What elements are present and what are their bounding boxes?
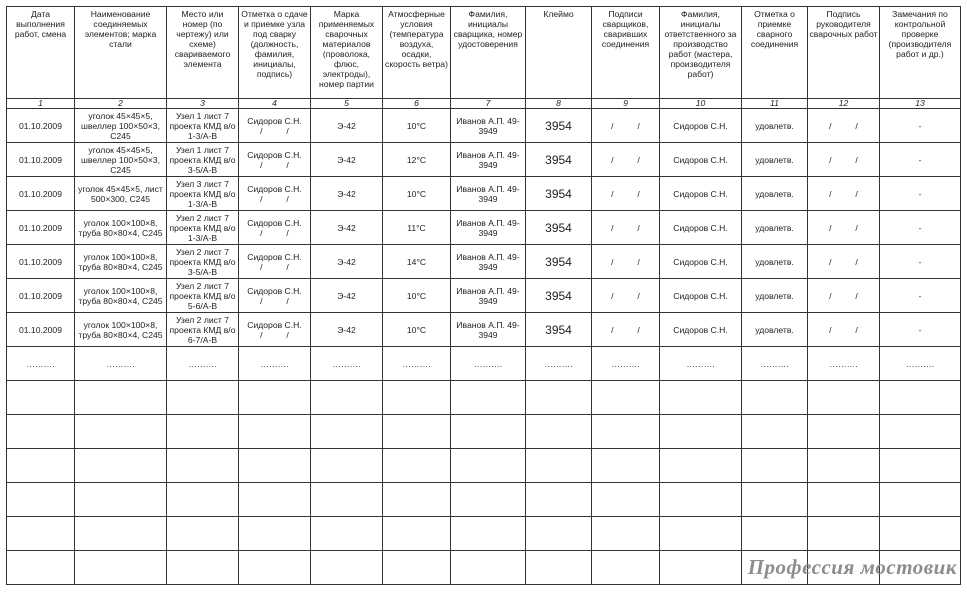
empty-cell [239, 381, 311, 415]
empty-cell [311, 381, 383, 415]
approval-cell: удовлетв. [742, 211, 808, 245]
elements-cell: уголок 100×100×8, труба 80×80×4, С245 [75, 211, 167, 245]
welder-mark-cell: 3954 [526, 313, 592, 347]
head-signature-cell: / / [808, 211, 880, 245]
welder-mark-cell: 3954 [526, 177, 592, 211]
empty-cell [75, 483, 167, 517]
weather-cell: 10°С [383, 313, 451, 347]
acceptance-cell [239, 143, 311, 177]
column-number-10: 10 [660, 99, 742, 109]
empty-row [7, 449, 961, 483]
weather-cell: 10°С [383, 109, 451, 143]
welding-journal-table [6, 6, 961, 585]
empty-cell [592, 517, 660, 551]
empty-cell [808, 449, 880, 483]
empty-cell [526, 517, 592, 551]
head-signature-cell: / / [808, 279, 880, 313]
empty-cell [239, 483, 311, 517]
empty-cell [451, 483, 526, 517]
place-cell: Узел 3 лист 7 проекта КМД в/о 1-3/А-В [167, 177, 239, 211]
approval-cell: удовлетв. [742, 313, 808, 347]
welder-signature-cell: / / [592, 279, 660, 313]
remarks-cell: - [880, 109, 961, 143]
empty-cell [880, 483, 961, 517]
date-cell: 01.10.2009 [7, 109, 75, 143]
acceptance-cell [239, 279, 311, 313]
welder-mark-cell: 3954 [526, 109, 592, 143]
placeholder-row [7, 347, 961, 381]
column-number-6: 6 [383, 99, 451, 109]
empty-cell [742, 517, 808, 551]
acceptance-signature: / / [260, 261, 289, 272]
material-cell: Э-42 [311, 177, 383, 211]
empty-cell [167, 483, 239, 517]
empty-cell [7, 415, 75, 449]
remarks-cell: - [880, 313, 961, 347]
column-header-3: Место или номер (по чертежу) или схеме) свариваемого элемента [167, 7, 239, 99]
empty-row [7, 483, 961, 517]
place-cell: Узел 2 лист 7 проекта КМД в/о 5-6/А-В [167, 279, 239, 313]
acceptance-name: Сидоров С.Н. [247, 183, 302, 194]
placeholder-cell: ………. [526, 347, 592, 381]
empty-cell [311, 415, 383, 449]
placeholder-cell: ………. [808, 347, 880, 381]
empty-cell [660, 449, 742, 483]
empty-cell [311, 517, 383, 551]
empty-cell [239, 517, 311, 551]
placeholder-cell: ………. [7, 347, 75, 381]
responsible-cell: Сидоров С.Н. [660, 279, 742, 313]
acceptance-name: Сидоров С.Н. [247, 217, 302, 228]
date-cell: 01.10.2009 [7, 143, 75, 177]
placeholder-cell: ………. [742, 347, 808, 381]
table-row [7, 109, 961, 143]
remarks-cell: - [880, 143, 961, 177]
column-number-8: 8 [526, 99, 592, 109]
acceptance-name: Сидоров С.Н. [247, 115, 302, 126]
column-number-4: 4 [239, 99, 311, 109]
column-number-7: 7 [451, 99, 526, 109]
empty-cell [742, 415, 808, 449]
empty-cell [75, 415, 167, 449]
column-number-13: 13 [880, 99, 961, 109]
approval-cell: удовлетв. [742, 143, 808, 177]
welder-cell: Иванов А.П. 49-3949 [451, 109, 526, 143]
empty-cell [808, 415, 880, 449]
responsible-cell: Сидоров С.Н. [660, 313, 742, 347]
placeholder-cell: ………. [383, 347, 451, 381]
table-row [7, 313, 961, 347]
place-cell: Узел 2 лист 7 проекта КМД в/о 1-3/А-В [167, 211, 239, 245]
remarks-cell: - [880, 177, 961, 211]
empty-cell [451, 517, 526, 551]
empty-cell [75, 551, 167, 585]
approval-cell: удовлетв. [742, 177, 808, 211]
welder-signature-cell: / / [592, 313, 660, 347]
date-cell: 01.10.2009 [7, 177, 75, 211]
welder-mark-cell: 3954 [526, 211, 592, 245]
acceptance-name: Сидоров С.Н. [247, 319, 302, 330]
welder-cell: Иванов А.П. 49-3949 [451, 313, 526, 347]
place-cell: Узел 2 лист 7 проекта КМД в/о 6-7/А-В [167, 313, 239, 347]
empty-cell [383, 551, 451, 585]
empty-cell [660, 381, 742, 415]
empty-cell [239, 551, 311, 585]
acceptance-cell [239, 313, 311, 347]
acceptance-signature: / / [260, 227, 289, 238]
column-number-9: 9 [592, 99, 660, 109]
empty-cell [592, 449, 660, 483]
empty-cell [383, 381, 451, 415]
empty-cell [660, 483, 742, 517]
empty-cell [75, 449, 167, 483]
empty-cell [880, 449, 961, 483]
welder-signature-cell: / / [592, 211, 660, 245]
responsible-cell: Сидоров С.Н. [660, 143, 742, 177]
weather-cell: 11°С [383, 211, 451, 245]
approval-cell: удовлетв. [742, 245, 808, 279]
column-number-row [7, 99, 961, 109]
date-cell: 01.10.2009 [7, 279, 75, 313]
empty-cell [75, 517, 167, 551]
head-signature-cell: / / [808, 313, 880, 347]
empty-cell [451, 415, 526, 449]
empty-cell [7, 551, 75, 585]
elements-cell: уголок 100×100×8, труба 80×80×4, С245 [75, 279, 167, 313]
empty-cell [75, 381, 167, 415]
empty-cell [167, 449, 239, 483]
place-cell: Узел 1 лист 7 проекта КМД в/о 1-3/А-В [167, 109, 239, 143]
acceptance-signature: / / [260, 295, 289, 306]
date-cell: 01.10.2009 [7, 211, 75, 245]
empty-cell [592, 381, 660, 415]
column-number-2: 2 [75, 99, 167, 109]
material-cell: Э-42 [311, 279, 383, 313]
weather-cell: 10°С [383, 279, 451, 313]
material-cell: Э-42 [311, 143, 383, 177]
placeholder-cell: ………. [880, 347, 961, 381]
welder-signature-cell: / / [592, 245, 660, 279]
empty-cell [660, 551, 742, 585]
placeholder-cell: ………. [451, 347, 526, 381]
column-header-6: Атмосферные условия (температура воздуха, осадки, скорость ветра) [383, 7, 451, 99]
empty-cell [880, 517, 961, 551]
acceptance-signature: / / [260, 329, 289, 340]
weather-cell: 14°С [383, 245, 451, 279]
empty-cell [311, 449, 383, 483]
table-row [7, 177, 961, 211]
placeholder-cell: ………. [75, 347, 167, 381]
material-cell: Э-42 [311, 245, 383, 279]
acceptance-name: Сидоров С.Н. [247, 285, 302, 296]
empty-cell [592, 551, 660, 585]
empty-cell [167, 551, 239, 585]
empty-cell [383, 517, 451, 551]
empty-cell [451, 449, 526, 483]
column-header-11: Отметка о приемке сварного соединения [742, 7, 808, 99]
remarks-cell: - [880, 279, 961, 313]
empty-cell [880, 381, 961, 415]
empty-cell [526, 551, 592, 585]
welder-signature-cell: / / [592, 109, 660, 143]
placeholder-cell: ………. [592, 347, 660, 381]
table-row [7, 143, 961, 177]
empty-cell [7, 449, 75, 483]
column-header-7: Фамилия, инициалы сварщика, номер удостоверения [451, 7, 526, 99]
welder-cell: Иванов А.П. 49-3949 [451, 245, 526, 279]
placeholder-cell: ………. [167, 347, 239, 381]
empty-cell [383, 483, 451, 517]
head-signature-cell: / / [808, 245, 880, 279]
elements-cell: уголок 45×45×5, швеллер 100×50×3, С245 [75, 109, 167, 143]
empty-row [7, 381, 961, 415]
column-header-9: Подписи сварщиков, сваривших соединения [592, 7, 660, 99]
column-number-11: 11 [742, 99, 808, 109]
placeholder-cell: ………. [660, 347, 742, 381]
responsible-cell: Сидоров С.Н. [660, 109, 742, 143]
column-number-5: 5 [311, 99, 383, 109]
column-number-1: 1 [7, 99, 75, 109]
empty-cell [451, 381, 526, 415]
placeholder-cell: ………. [311, 347, 383, 381]
welder-mark-cell: 3954 [526, 245, 592, 279]
acceptance-cell [239, 177, 311, 211]
empty-cell [592, 415, 660, 449]
empty-cell [660, 517, 742, 551]
elements-cell: уголок 45×45×5, лист 500×300, С245 [75, 177, 167, 211]
empty-cell [742, 449, 808, 483]
acceptance-name: Сидоров С.Н. [247, 251, 302, 262]
empty-cell [7, 517, 75, 551]
empty-cell [808, 517, 880, 551]
elements-cell: уголок 100×100×8, труба 80×80×4, С245 [75, 313, 167, 347]
table-row [7, 279, 961, 313]
material-cell: Э-42 [311, 313, 383, 347]
acceptance-cell [239, 109, 311, 143]
welder-signature-cell: / / [592, 143, 660, 177]
table-row [7, 245, 961, 279]
acceptance-signature: / / [260, 159, 289, 170]
empty-cell [526, 449, 592, 483]
column-header-2: Наименование соединяемых элементов; марка стали [75, 7, 167, 99]
empty-cell [742, 381, 808, 415]
responsible-cell: Сидоров С.Н. [660, 177, 742, 211]
empty-cell [383, 449, 451, 483]
acceptance-signature: / / [260, 193, 289, 204]
empty-row [7, 415, 961, 449]
empty-cell [526, 415, 592, 449]
column-header-5: Марка применяемых сварочных материалов (проволока, флюс, электроды), номер партии [311, 7, 383, 99]
acceptance-cell [239, 211, 311, 245]
welder-cell: Иванов А.П. 49-3949 [451, 143, 526, 177]
column-header-10: Фамилия, инициалы ответственного за производство работ (мастера, производителя работ) [660, 7, 742, 99]
material-cell: Э-42 [311, 109, 383, 143]
watermark: Профессия мостовик [747, 555, 957, 579]
weather-cell: 10°С [383, 177, 451, 211]
acceptance-name: Сидоров С.Н. [247, 149, 302, 160]
empty-cell [808, 483, 880, 517]
empty-cell [880, 415, 961, 449]
welder-signature-cell: / / [592, 177, 660, 211]
empty-cell [239, 415, 311, 449]
elements-cell: уголок 100×100×8, труба 80×80×4, С245 [75, 245, 167, 279]
column-header-4: Отметка о сдаче и приемке узла под сварку (должность, фамилия, инициалы, подпись) [239, 7, 311, 99]
welder-mark-cell: 3954 [526, 279, 592, 313]
empty-cell [167, 415, 239, 449]
date-cell: 01.10.2009 [7, 245, 75, 279]
place-cell: Узел 1 лист 7 проекта КМД в/о 3-5/А-В [167, 143, 239, 177]
material-cell: Э-42 [311, 211, 383, 245]
head-signature-cell: / / [808, 177, 880, 211]
placeholder-cell: ………. [239, 347, 311, 381]
column-header-8: Клеймо [526, 7, 592, 99]
empty-cell [7, 381, 75, 415]
remarks-cell: - [880, 245, 961, 279]
empty-cell [167, 517, 239, 551]
responsible-cell: Сидоров С.Н. [660, 211, 742, 245]
header-row [7, 7, 961, 99]
welder-cell: Иванов А.П. 49-3949 [451, 177, 526, 211]
column-header-1: Дата выполнения работ, смена [7, 7, 75, 99]
empty-cell [311, 551, 383, 585]
head-signature-cell: / / [808, 109, 880, 143]
approval-cell: удовлетв. [742, 279, 808, 313]
table-row [7, 211, 961, 245]
empty-cell [742, 483, 808, 517]
empty-cell [7, 483, 75, 517]
empty-cell [383, 415, 451, 449]
date-cell: 01.10.2009 [7, 313, 75, 347]
welder-cell: Иванов А.П. 49-3949 [451, 279, 526, 313]
empty-cell [451, 551, 526, 585]
welder-cell: Иванов А.П. 49-3949 [451, 211, 526, 245]
acceptance-signature: / / [260, 125, 289, 136]
responsible-cell: Сидоров С.Н. [660, 245, 742, 279]
welder-mark-cell: 3954 [526, 143, 592, 177]
empty-cell [526, 381, 592, 415]
place-cell: Узел 2 лист 7 проекта КМД в/о 3-5/А-В [167, 245, 239, 279]
weather-cell: 12°С [383, 143, 451, 177]
acceptance-cell [239, 245, 311, 279]
empty-cell [311, 483, 383, 517]
column-number-12: 12 [808, 99, 880, 109]
empty-cell [660, 415, 742, 449]
remarks-cell: - [880, 211, 961, 245]
empty-cell [808, 381, 880, 415]
elements-cell: уголок 45×45×5, швеллер 100×50×3, С245 [75, 143, 167, 177]
head-signature-cell: / / [808, 143, 880, 177]
empty-cell [239, 449, 311, 483]
approval-cell: удовлетв. [742, 109, 808, 143]
column-number-3: 3 [167, 99, 239, 109]
column-header-13: Замечания по контрольной проверке (производителя работ и др.) [880, 7, 961, 99]
empty-cell [526, 483, 592, 517]
empty-cell [167, 381, 239, 415]
column-header-12: Подпись руководителя сварочных работ [808, 7, 880, 99]
empty-row [7, 517, 961, 551]
empty-cell [592, 483, 660, 517]
